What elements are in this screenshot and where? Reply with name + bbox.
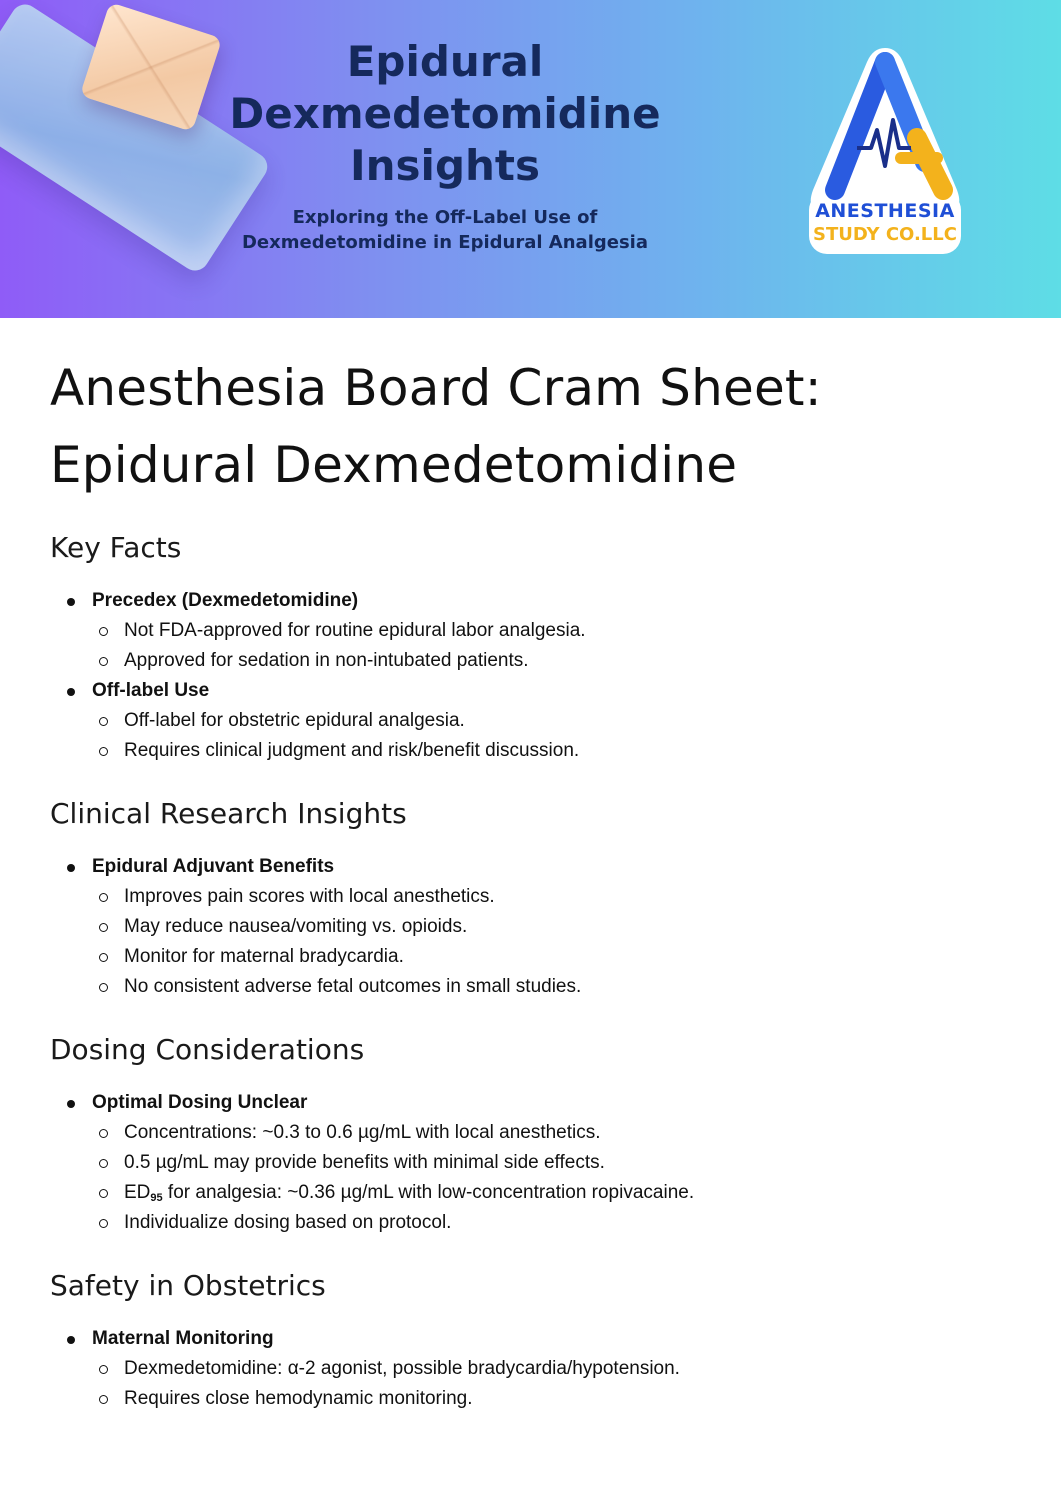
sub-list-item: Monitor for maternal bradycardia. <box>92 942 1010 972</box>
logo-text-primary: ANESTHESIA <box>815 200 955 222</box>
bullet-group-label: Precedex (Dexmedetomidine) <box>92 590 359 611</box>
list-item <box>50 852 1010 1002</box>
section <box>50 796 1010 1002</box>
ed-prefix: ED <box>124 1182 151 1203</box>
bullet-group-label: Epidural Adjuvant Benefits <box>92 856 335 877</box>
sections-container <box>50 530 1010 1414</box>
section-heading: Safety in Obstetrics <box>50 1269 326 1302</box>
banner-title-line: Dexmedetomidine <box>229 89 661 138</box>
section-heading: Clinical Research Insights <box>50 797 407 830</box>
sub-bullet-list <box>92 706 1010 766</box>
banner-title-line: Epidural <box>346 37 544 86</box>
document-title <box>50 350 1010 504</box>
ed-subscript: 95 <box>150 1192 163 1204</box>
document-body <box>50 350 1010 1444</box>
section <box>50 1268 1010 1414</box>
sub-bullet-list <box>92 1118 1010 1238</box>
list-item <box>50 1088 1010 1238</box>
banner-subtitle-line: Dexmedetomidine in Epidural Analgesia <box>241 232 648 253</box>
sub-list-item: Requires close hemodynamic monitoring. <box>92 1384 1010 1414</box>
logo-text-secondary: STUDY CO.LLC <box>813 224 957 245</box>
sub-bullet-list <box>92 616 1010 676</box>
banner-subtitle-line: Exploring the Off-Label Use of <box>292 207 598 228</box>
letter-a-heartbeat-icon <box>805 40 965 255</box>
sub-list-item: Improves pain scores with local anesthetics. <box>92 882 1010 912</box>
sub-list-item: Approved for sedation in non-intubated patients. <box>92 646 1010 676</box>
banner-title <box>225 36 665 192</box>
banner-subtitle <box>210 205 680 255</box>
header-banner <box>0 0 1061 318</box>
sub-bullet-list <box>92 882 1010 1002</box>
sub-list-item: No consistent adverse fetal outcomes in small studies. <box>92 972 1010 1002</box>
sub-list-item: Not FDA-approved for routine epidural labor analgesia. <box>92 616 1010 646</box>
bullet-list <box>50 1088 1010 1238</box>
sub-list-item: May reduce nausea/vomiting vs. opioids. <box>92 912 1010 942</box>
section-heading: Key Facts <box>50 531 182 564</box>
sub-list-item: Requires clinical judgment and risk/benefit discussion. <box>92 736 1010 766</box>
section-heading: Dosing Considerations <box>50 1033 365 1066</box>
sub-list-item: Off-label for obstetric epidural analgesia. <box>92 706 1010 736</box>
sub-list-item: Dexmedetomidine: α-2 agonist, possible bradycardia/hypotension. <box>92 1354 1010 1384</box>
bullet-group-label: Maternal Monitoring <box>92 1328 274 1349</box>
banner-title-line: Insights <box>350 141 540 190</box>
ed-text: for analgesia: ~0.36 µg/mL with low-concentration ropivacaine. <box>162 1182 695 1203</box>
list-item <box>50 1324 1010 1414</box>
bullet-group-label: Optimal Dosing Unclear <box>92 1092 308 1113</box>
sub-list-item: 0.5 µg/mL may provide benefits with minimal side effects. <box>92 1148 1010 1178</box>
document-title-line: Epidural Dexmedetomidine <box>50 436 738 494</box>
section <box>50 530 1010 766</box>
sub-list-item: Concentrations: ~0.3 to 0.6 µg/mL with local anesthetics. <box>92 1118 1010 1148</box>
sub-list-item <box>92 1178 1010 1208</box>
section <box>50 1032 1010 1238</box>
list-item <box>50 586 1010 676</box>
bullet-group-label: Off-label Use <box>92 680 210 701</box>
sub-list-item: Individualize dosing based on protocol. <box>92 1208 1010 1238</box>
document-title-line: Anesthesia Board Cram Sheet: <box>50 359 822 417</box>
bullet-list <box>50 1324 1010 1414</box>
list-item <box>50 676 1010 766</box>
sub-bullet-list <box>92 1354 1010 1414</box>
bullet-list <box>50 586 1010 766</box>
bullet-list <box>50 852 1010 1002</box>
